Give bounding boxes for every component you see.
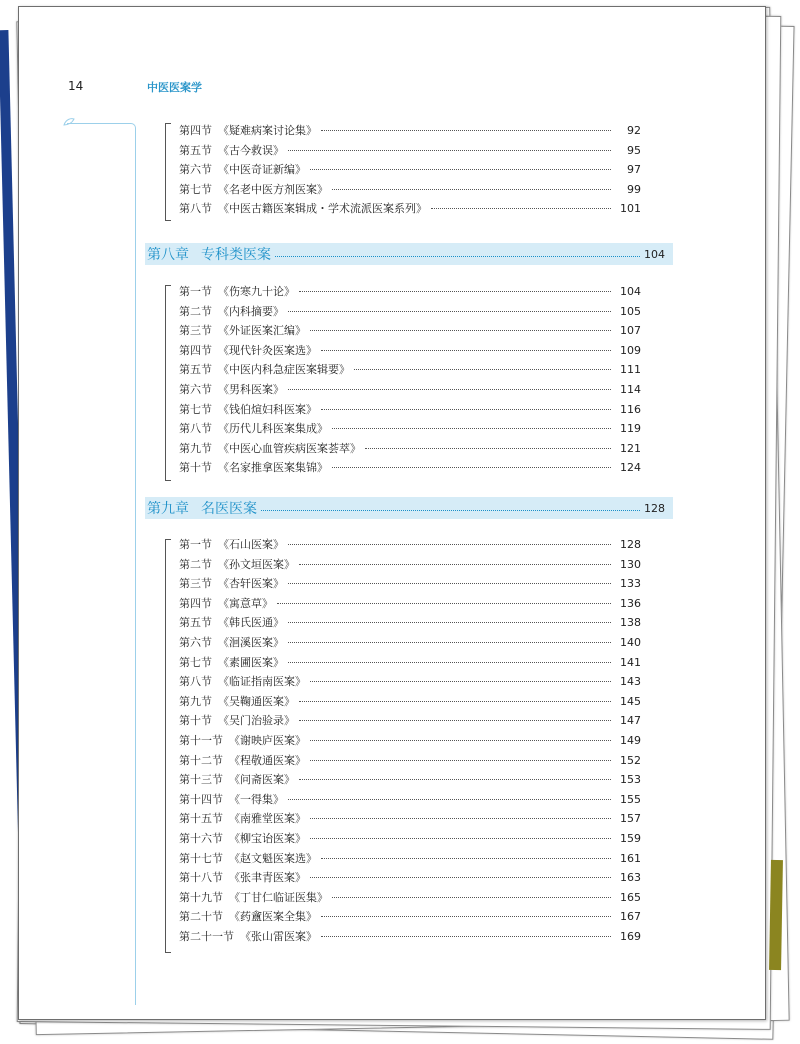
section-number: 第十节 (179, 714, 212, 728)
section-title: 《中医古籍医案辑成・学术流派医案系列》 (218, 202, 427, 216)
section-title: 《名老中医方剂医案》 (218, 182, 328, 196)
dot-leader (310, 740, 611, 741)
toc-entry[interactable] (179, 711, 641, 731)
section-title: 《中医内科急症医案辑要》 (218, 363, 350, 377)
section-title: 《药盦医案全集》 (229, 910, 317, 924)
section-number: 第六节 (179, 382, 212, 396)
page-number: 152 (620, 753, 641, 767)
section-number: 第三节 (179, 577, 212, 591)
section-title: 《张山雷医案》 (240, 929, 317, 943)
dot-leader (275, 256, 640, 257)
section-bracket (165, 539, 166, 953)
page-number: 163 (620, 871, 641, 885)
chapter-label: 第八章 (147, 247, 189, 263)
page-number: 92 (627, 124, 641, 137)
dot-leader (299, 720, 611, 721)
section-number: 第五节 (179, 616, 212, 630)
section-number: 第七节 (179, 182, 212, 196)
toc-page (18, 6, 766, 1020)
section-bracket (165, 285, 166, 481)
dot-leader (288, 150, 611, 151)
section-title: 《孙文垣医案》 (218, 557, 295, 571)
toc-entry[interactable] (179, 849, 641, 869)
page-number: 157 (620, 812, 641, 826)
section-number: 第十九节 (179, 890, 223, 904)
section-title: 《一得集》 (229, 792, 284, 806)
section-title: 《谢映庐医案》 (229, 733, 306, 747)
section-number: 第九节 (179, 694, 212, 708)
page-number: 104 (620, 285, 641, 298)
toc-entry[interactable] (179, 672, 641, 692)
toc-entry[interactable] (179, 419, 641, 439)
dot-leader (332, 897, 611, 898)
page-number: 147 (620, 714, 641, 728)
page-number: 136 (620, 596, 641, 610)
toc-entry[interactable] (179, 555, 641, 575)
dot-leader (310, 838, 611, 839)
toc-entry[interactable] (179, 341, 641, 361)
page-number: 133 (620, 577, 641, 591)
toc-entry[interactable] (179, 180, 641, 200)
section-title: 《名家推拿医案集锦》 (218, 461, 328, 475)
chapter-label: 第九章 (147, 501, 189, 517)
section-title: 《临证指南医案》 (218, 675, 306, 689)
dot-leader (365, 448, 611, 449)
page-number: 140 (620, 635, 641, 649)
page-number: 169 (620, 929, 641, 943)
dot-leader (354, 369, 611, 370)
dot-leader (332, 189, 611, 190)
chapter-title: 专科类医案 (201, 247, 271, 263)
section-title: 《古今救误》 (218, 143, 284, 157)
page-number: 149 (620, 733, 641, 747)
section-number: 第二节 (179, 557, 212, 571)
section-title: 《杏轩医案》 (218, 577, 284, 591)
toc-entry[interactable] (179, 380, 641, 400)
dot-leader (310, 760, 611, 761)
dot-leader (261, 510, 640, 511)
dot-leader (310, 818, 611, 819)
dot-leader (299, 564, 611, 565)
page-number: 97 (627, 163, 641, 177)
toc-entry[interactable] (179, 458, 641, 478)
toc-entry[interactable] (179, 692, 641, 712)
section-number: 第十二节 (179, 753, 223, 767)
section-title: 《内科摘要》 (218, 304, 284, 318)
chapter-heading[interactable] (145, 243, 673, 265)
page-number: 99 (627, 182, 641, 196)
section-title: 《洄溪医案》 (218, 635, 284, 649)
toc-entry[interactable] (179, 888, 641, 908)
section-title: 《男科医案》 (218, 382, 284, 396)
section-number: 第六节 (179, 163, 212, 177)
section-bracket (165, 123, 166, 221)
dot-leader (321, 936, 611, 937)
section-title: 《中医奇证新编》 (218, 163, 306, 177)
guide-line (135, 129, 136, 1005)
page-number: 105 (620, 304, 641, 318)
toc-entry[interactable] (179, 594, 641, 614)
toc-entry[interactable] (179, 633, 641, 653)
dot-leader (321, 858, 611, 859)
section-title: 《南雅堂医案》 (229, 812, 306, 826)
page-number: 114 (620, 382, 641, 396)
toc-entry[interactable] (179, 613, 641, 633)
section-title: 《赵文魁医案选》 (229, 851, 317, 865)
section-title: 《现代针灸医案选》 (218, 343, 317, 357)
page-number: 165 (620, 890, 641, 904)
section-number: 第十一节 (179, 733, 223, 747)
dot-leader (332, 467, 611, 468)
toc-entry[interactable] (179, 653, 641, 673)
section-number: 第十三节 (179, 773, 223, 787)
section-number: 第二十一节 (179, 929, 234, 943)
page-number: 116 (620, 402, 641, 416)
section-title: 《丁甘仁临证医集》 (229, 890, 328, 904)
page-number: 101 (620, 202, 641, 216)
toc-entry[interactable] (179, 574, 641, 594)
page-number: 121 (620, 441, 641, 455)
section-number: 第十八节 (179, 871, 223, 885)
toc-entry[interactable] (179, 321, 641, 341)
toc-entry[interactable] (179, 439, 641, 459)
page-number: 128 (620, 538, 641, 551)
chapter-page-number: 104 (644, 247, 665, 261)
guide-line (67, 123, 131, 124)
toc-entry[interactable] (179, 927, 641, 947)
toc-entry[interactable] (179, 907, 641, 927)
page-number: 14 (68, 79, 84, 93)
dot-leader (321, 130, 611, 131)
section-title: 《素圃医案》 (218, 655, 284, 669)
page-number: 161 (620, 851, 641, 865)
section-number: 第二节 (179, 304, 212, 318)
toc-entry[interactable] (179, 809, 641, 829)
dot-leader (299, 779, 611, 780)
section-number: 第四节 (179, 343, 212, 357)
toc-entry[interactable] (179, 199, 641, 219)
section-number: 第十节 (179, 461, 212, 475)
toc-entry[interactable] (179, 751, 641, 771)
section-number: 第十五节 (179, 812, 223, 826)
toc-entry[interactable] (179, 731, 641, 751)
page-number: 167 (620, 910, 641, 924)
section-number: 第八节 (179, 202, 212, 216)
page-number: 138 (620, 616, 641, 630)
section-title: 《韩氏医通》 (218, 616, 284, 630)
section-number: 第六节 (179, 635, 212, 649)
toc-entry[interactable] (179, 829, 641, 849)
book-cover-edge (769, 860, 783, 970)
section-number: 第五节 (179, 143, 212, 157)
section-number: 第四节 (179, 596, 212, 610)
page-number: 95 (627, 143, 641, 157)
chapter-page-number: 128 (644, 501, 665, 515)
page-number: 107 (620, 324, 641, 338)
section-title: 《钱伯煊妇科医案》 (218, 402, 317, 416)
section-title: 《伤寒九十论》 (218, 285, 295, 298)
page-number: 141 (620, 655, 641, 669)
section-title: 《疑难病案讨论集》 (218, 124, 317, 137)
toc-entry[interactable] (179, 141, 641, 161)
chapter-heading[interactable] (145, 497, 673, 519)
page-number: 143 (620, 675, 641, 689)
section-number: 第七节 (179, 402, 212, 416)
section-title: 《吴鞠通医案》 (218, 694, 295, 708)
section-title: 《吴门治验录》 (218, 714, 295, 728)
section-number: 第八节 (179, 422, 212, 436)
toc-entry[interactable] (179, 400, 641, 420)
toc-entry[interactable] (179, 790, 641, 810)
section-number: 第八节 (179, 675, 212, 689)
toc-entry[interactable] (179, 360, 641, 380)
dot-leader (288, 662, 611, 663)
page-number: 145 (620, 694, 641, 708)
page-number: 130 (620, 557, 641, 571)
section-title: 《石山医案》 (218, 538, 284, 551)
dot-leader (288, 642, 611, 643)
dot-leader (288, 311, 611, 312)
dot-leader (299, 291, 611, 292)
section-title: 《寓意草》 (218, 596, 273, 610)
toc-entry[interactable] (179, 868, 641, 888)
page-number: 124 (620, 461, 641, 475)
toc-section-list (179, 121, 641, 219)
section-number: 第十七节 (179, 851, 223, 865)
section-number: 第七节 (179, 655, 212, 669)
dot-leader (277, 603, 611, 604)
section-title: 《中医心血管疾病医案荟萃》 (218, 441, 361, 455)
section-number: 第一节 (179, 285, 212, 298)
dot-leader (332, 428, 611, 429)
section-number: 第十四节 (179, 792, 223, 806)
toc-entry[interactable] (179, 302, 641, 322)
dot-leader (321, 409, 611, 410)
section-number: 第五节 (179, 363, 212, 377)
running-title: 中医医案学 (147, 81, 202, 94)
section-title: 《柳宝诒医案》 (229, 831, 306, 845)
page-number: 155 (620, 792, 641, 806)
page-number: 109 (620, 343, 641, 357)
dot-leader (310, 877, 611, 878)
dot-leader (299, 701, 611, 702)
dot-leader (431, 208, 611, 209)
dot-leader (288, 583, 611, 584)
chapter-title: 名医医案 (201, 501, 257, 517)
toc-entry[interactable] (179, 160, 641, 180)
dot-leader (310, 169, 611, 170)
section-title: 《外证医案汇编》 (218, 324, 306, 338)
toc-entry[interactable] (179, 535, 641, 555)
page-number: 153 (620, 773, 641, 787)
toc-entry[interactable] (179, 121, 641, 141)
page-number: 159 (620, 831, 641, 845)
toc-entry[interactable] (179, 282, 641, 302)
dot-leader (321, 350, 611, 351)
section-title: 《问斋医案》 (229, 773, 295, 787)
dot-leader (321, 916, 611, 917)
section-number: 第九节 (179, 441, 212, 455)
toc-entry[interactable] (179, 770, 641, 790)
section-title: 《程敬通医案》 (229, 753, 306, 767)
dot-leader (310, 681, 611, 682)
section-title: 《张聿青医案》 (229, 871, 306, 885)
dot-leader (288, 622, 611, 623)
section-number: 第三节 (179, 324, 212, 338)
dot-leader (310, 330, 611, 331)
page-number: 119 (620, 422, 641, 436)
section-number: 第一节 (179, 538, 212, 551)
dot-leader (288, 799, 611, 800)
dot-leader (288, 389, 611, 390)
dot-leader (288, 544, 611, 545)
page-number: 111 (620, 363, 641, 377)
section-title: 《历代儿科医案集成》 (218, 422, 328, 436)
toc-section-list (179, 535, 641, 946)
section-number: 第十六节 (179, 831, 223, 845)
leaf-icon (63, 117, 75, 127)
section-number: 第四节 (179, 124, 212, 137)
section-number: 第二十节 (179, 910, 223, 924)
toc-section-list (179, 282, 641, 478)
